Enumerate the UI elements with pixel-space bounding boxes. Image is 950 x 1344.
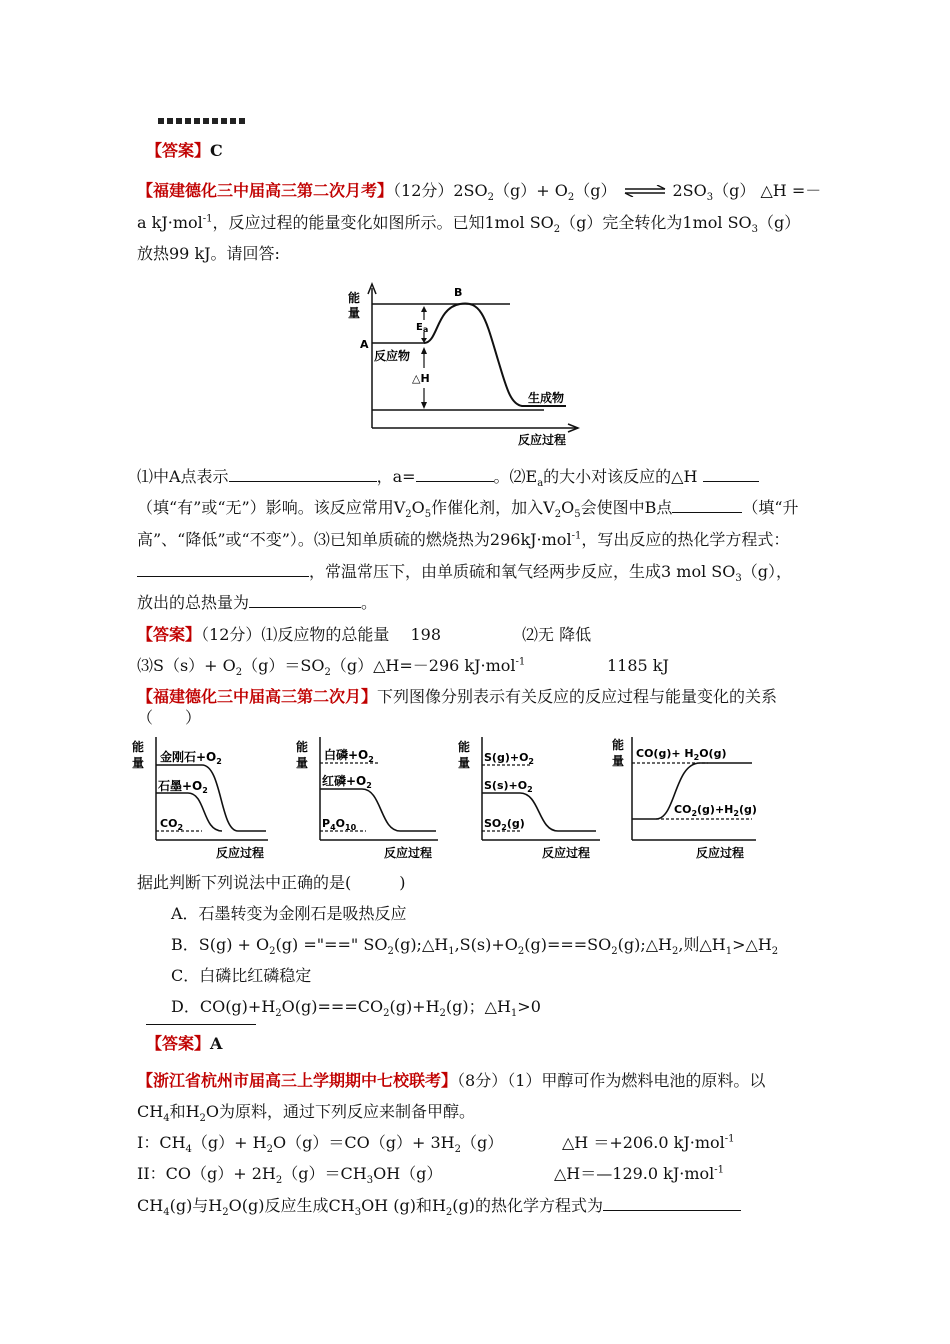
svg-text:能: 能 xyxy=(612,738,625,752)
svg-text:P4O10: $P_4O_{10}$ xyxy=(322,817,357,832)
ea-arrow-up xyxy=(421,306,427,312)
svg-text:金刚石+O2: 金刚石$+O_2$ xyxy=(160,750,222,766)
answer-tag: 【答案】 xyxy=(146,1034,211,1053)
x-axis-label: 反应过程 xyxy=(518,433,567,447)
y-label-1: 能 xyxy=(348,291,361,305)
cropped-text-fragment xyxy=(158,118,248,124)
answer-tag: 【答案】 xyxy=(146,141,211,160)
svg-text:SO2(g): $SO_2(g)$ xyxy=(484,817,525,832)
svg-text:量: 量 xyxy=(296,756,309,770)
reaction-2-enthalpy: △H＝—129.0 kJ·mol$^{-1}$ xyxy=(554,1164,725,1183)
svg-text:量: 量 xyxy=(458,756,471,770)
answer-tag: 【答案】 xyxy=(137,625,202,644)
svg-text:反应过程: 反应过程 xyxy=(542,846,591,860)
chart-diamond-graphite xyxy=(132,735,272,861)
question-2-part-5: 放出的总热量为 。 xyxy=(137,593,378,612)
product-label: 生成物 xyxy=(528,391,565,405)
blank-4[interactable] xyxy=(672,498,742,513)
blank-2[interactable] xyxy=(416,467,494,482)
reaction-2: II：$CO(g)+ 2H_2(g)=CH_3OH(g)$ xyxy=(137,1164,443,1187)
dh-arrow-up xyxy=(421,347,427,354)
svg-text:能: 能 xyxy=(296,740,309,754)
reactant-label: 反应物 xyxy=(374,349,411,363)
point-a-label: A xyxy=(360,338,369,351)
blank-6[interactable] xyxy=(249,593,361,608)
blank-3[interactable] xyxy=(703,467,759,482)
point-b-label: B xyxy=(454,286,463,299)
question-4-line-2: $CH_4$和$H_2O$为原料，通过下列反应来制备甲醇。 xyxy=(137,1102,476,1125)
question-2-line-2: a kJ·mol$^{-1}$，反应过程的能量变化如图所示。已知1mol $SO_2(g)$完全转化为1mol $SO_3(g)$ xyxy=(137,213,801,236)
source-tag: 【福建德化三中届高三第二次月考】 xyxy=(137,181,394,200)
ea-label: $E_a$ xyxy=(416,322,429,334)
equilibrium-arrow-icon xyxy=(623,182,667,202)
question-4-ask: $CH_4(g)$与$H_2O(g)$反应生成$CH_3OH$ (g)和$H_2(g)$的热化学方程式为 xyxy=(137,1196,741,1216)
question-3-judge: 据此判断下列说法中正确的是( ) xyxy=(137,873,406,892)
source-tag: 【福建德化三中届高三第二次月】 xyxy=(137,687,378,706)
question-2-answer: 【答案】（12分）⑴反应物的总能量 198 xyxy=(137,625,442,644)
blank-5[interactable] xyxy=(137,562,309,577)
svg-text:反应过程: 反应过程 xyxy=(216,846,265,860)
svg-text:能: 能 xyxy=(458,740,471,754)
chart-sulfur-states xyxy=(458,735,604,861)
option-d: D．$CO(g)+H_2O(g)===CO_2(g)+H_2(g)$；$\triangle H_1>0$ xyxy=(171,997,541,1020)
blank-7[interactable] xyxy=(603,1196,741,1211)
question-2-part-2: （填“有”或“无”）影响。该反应常用$V_2O_5$作催化剂，加入$V_2O_5$会使图中B点 （填“升 xyxy=(137,498,799,521)
question-2-intro: 【福建德化三中届高三第二次月考】（12分）$2SO_2(g)+ O_2(g)$ $2SO_3(g)$ △H =－ xyxy=(137,181,822,204)
question-3-paren: （ ） xyxy=(137,708,202,727)
question-2-part-1: ⑴中A点表示 ，a= 。$⑵E_a$的大小对该反应的△H xyxy=(137,467,759,487)
dh-arrow-down xyxy=(421,402,427,409)
svg-text:红磷+O2: 红磷$+O_2$ xyxy=(322,774,372,790)
question-2-line-3: 放热99 kJ。请回答: xyxy=(137,244,280,263)
y-label-2: 量 xyxy=(348,306,361,320)
reaction-1: I：$CH_4(g)+ H_2O(g)=CO(g)+ 3H_2(g)$ xyxy=(137,1133,504,1156)
answer-line-1 xyxy=(146,141,223,161)
chart-white-red-phosphorus xyxy=(296,735,442,861)
question-2-answer-4: 1185 kJ xyxy=(607,656,669,675)
question-2-answer-2: ⑵无 降低 xyxy=(522,625,592,644)
question-2-part-4: ，常温常压下，由单质硫和氧气经两步反应，生成3 mol $SO_3(g)$， xyxy=(137,562,792,582)
svg-text:石墨+O2: 石墨$+O_2$ xyxy=(158,779,208,795)
answer-value: C xyxy=(210,141,223,160)
svg-text:CO2: $CO_2$ xyxy=(160,817,184,832)
dh-label: △H xyxy=(412,372,430,385)
option-c: C．白磷比红磷稳定 xyxy=(171,966,312,985)
svg-text:白磷+O2: 白磷$+O_2$ xyxy=(324,748,374,764)
svg-text:能: 能 xyxy=(132,740,145,754)
svg-text:CO(g)+ H2O(g): $CO(g)+ H_2O(g)$ xyxy=(636,747,727,762)
svg-text:CO2(g)+H2(g): $CO_2(g)+H_2(g)$ xyxy=(674,803,757,818)
question-2-part-3: 高”、“降低”或“不变”）。⑶已知单质硫的燃烧热为296kJ·mol$^{-1}$，写出反应的热化学方程式： xyxy=(137,530,790,549)
chart-co-water xyxy=(612,735,760,861)
question-4-intro: 【浙江省杭州市届高三上学期期中七校联考】（8分）（1）甲醇可作为燃料电池的原料。以 xyxy=(137,1071,766,1090)
question-2-answer-3: ⑶S（s）+ $O_2(g)=SO_2(g)\triangle H=-296$ kJ·mol$^{-1}$ xyxy=(137,656,526,679)
blank-1[interactable] xyxy=(229,467,377,482)
reaction-1-enthalpy: △H ＝+206.0 kJ·mol$^{-1}$ xyxy=(562,1133,735,1152)
question-3-answer xyxy=(146,1034,222,1054)
question-3-intro: 【福建德化三中届高三第二次月】下列图像分别表示有关反应的反应过程与能量变化的关系 xyxy=(137,687,778,706)
svg-text:量: 量 xyxy=(612,754,625,768)
separator-line xyxy=(146,1024,256,1025)
energy-profile-figure xyxy=(340,280,590,450)
svg-text:S(g)+O2: $S(g)+O_2$ xyxy=(484,751,534,766)
svg-text:反应过程: 反应过程 xyxy=(696,846,745,860)
source-tag: 【浙江省杭州市届高三上学期期中七校联考】 xyxy=(137,1071,458,1090)
option-b: B．$S(g) + O_2(g)$ ="==" $SO_2(g);\triangle H_1,S(s)+O_2(g)===SO_2(g);\triangle H_2$,则$\triangle H_1>\triangle H_2$ xyxy=(171,935,779,958)
answer-value: A xyxy=(210,1034,223,1053)
svg-text:量: 量 xyxy=(132,756,145,770)
svg-text:反应过程: 反应过程 xyxy=(384,846,433,860)
option-a: A．石墨转变为金刚石是吸热反应 xyxy=(171,904,407,923)
svg-text:S(s)+O2: $S(s)+O_2$ xyxy=(484,779,533,794)
